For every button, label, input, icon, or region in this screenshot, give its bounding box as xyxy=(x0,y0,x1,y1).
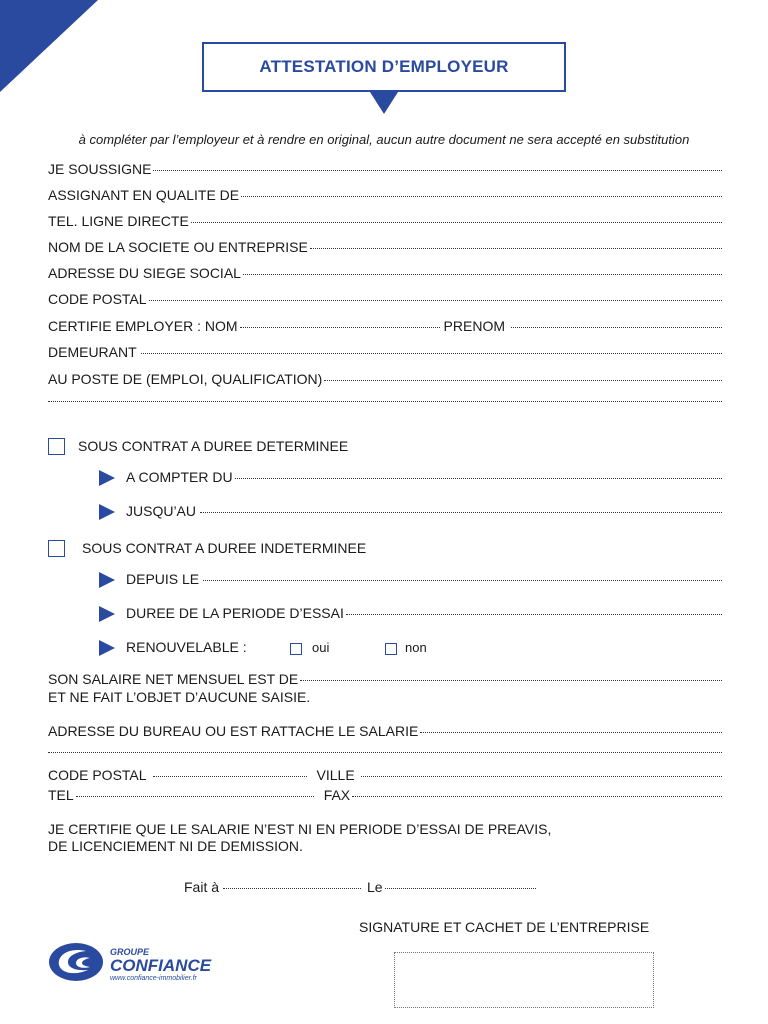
logo-groupe: GROUPE xyxy=(110,947,150,957)
field-adresse-continued[interactable] xyxy=(48,743,722,757)
field-label: TEL xyxy=(48,787,74,803)
field-label-fait-a: Fait à xyxy=(184,879,220,895)
field-adresse-bureau[interactable] xyxy=(48,723,722,739)
fill-line-prenom[interactable] xyxy=(511,327,722,328)
fill-line[interactable] xyxy=(310,248,722,249)
certification-line-1: JE CERTIFIE QUE LE SALARIE N’EST NI EN PERIODE D’ESSAI DE PREAVIS, xyxy=(48,821,552,837)
logo-url: www.confiance-immobilier.fr xyxy=(110,975,197,982)
arrow-right-icon xyxy=(99,504,115,520)
fill-line[interactable] xyxy=(48,752,722,753)
fill-line[interactable] xyxy=(200,512,722,513)
arrow-right-icon xyxy=(99,606,115,622)
non-checkbox[interactable] xyxy=(385,643,397,655)
field-label: ADRESSE DU BUREAU OU EST RATTACHE LE SALARIE xyxy=(48,723,419,739)
instructions: à compléter par l’employeur et à rendre en original, aucun autre document ne sera accepté en substitution xyxy=(78,132,690,147)
field-label: ADRESSE DU SIEGE SOCIAL xyxy=(48,265,241,281)
field-siege[interactable] xyxy=(48,265,722,281)
field-label: CERTIFIE EMPLOYER : NOM xyxy=(48,318,238,334)
field-demeurant[interactable] xyxy=(48,344,722,360)
field-label: JE SOUSSIGNE xyxy=(48,161,152,177)
field-a-compter[interactable] xyxy=(126,469,722,485)
oui-label: oui xyxy=(312,640,330,655)
logo-name: CONFIANCE xyxy=(110,956,212,975)
arrow-right-icon xyxy=(99,470,115,486)
cdd-checkbox[interactable] xyxy=(48,438,65,455)
field-label: JUSQU’AU xyxy=(126,503,197,519)
fill-line[interactable] xyxy=(243,274,722,275)
field-code-postal[interactable] xyxy=(48,291,722,307)
fill-line[interactable] xyxy=(241,196,722,197)
field-fait-a-le[interactable] xyxy=(184,879,536,895)
field-qualite[interactable] xyxy=(48,187,722,203)
oui-checkbox[interactable] xyxy=(290,643,302,655)
field-label: A COMPTER DU xyxy=(126,469,233,485)
field-code-postal-ville[interactable] xyxy=(48,767,722,783)
cdd-label: SOUS CONTRAT A DUREE DETERMINEE xyxy=(78,438,349,454)
arrow-right-icon xyxy=(99,640,115,656)
field-label: CODE POSTAL xyxy=(48,291,147,307)
field-label: ASSIGNANT EN QUALITE DE xyxy=(48,187,240,203)
field-label: DUREE DE LA PERIODE D’ESSAI xyxy=(126,605,344,621)
cdi-checkbox[interactable] xyxy=(48,540,65,557)
field-label-ville: VILLE xyxy=(316,767,355,783)
title-pointer-icon xyxy=(370,92,398,114)
fill-line[interactable] xyxy=(300,680,722,681)
logo-mark-icon xyxy=(49,943,103,981)
field-poste-continued[interactable] xyxy=(48,392,722,406)
corner-decoration xyxy=(0,0,98,92)
fill-line-fax[interactable] xyxy=(352,796,722,797)
field-label: TEL. LIGNE DIRECTE xyxy=(48,213,189,229)
field-soussigne[interactable] xyxy=(48,161,722,177)
page-title: ATTESTATION D’EMPLOYEUR xyxy=(259,57,509,76)
fill-line[interactable] xyxy=(149,300,722,301)
fill-line-date[interactable] xyxy=(385,888,536,889)
arrow-right-icon xyxy=(99,572,115,588)
field-jusqu-au[interactable] xyxy=(126,503,722,519)
field-periode-essai[interactable] xyxy=(126,605,722,621)
field-societe[interactable] xyxy=(48,239,722,255)
fill-line[interactable] xyxy=(420,732,722,733)
cdi-label: SOUS CONTRAT A DUREE INDETERMINEE xyxy=(82,540,367,556)
signature-label: SIGNATURE ET CACHET DE L’ENTREPRISE xyxy=(359,919,650,935)
fill-line[interactable] xyxy=(324,380,722,381)
field-label: DEPUIS LE xyxy=(126,571,200,587)
field-label-le: Le xyxy=(367,879,383,895)
fill-line[interactable] xyxy=(48,401,722,402)
fill-line[interactable] xyxy=(141,353,722,354)
fill-line-lieu[interactable] xyxy=(223,888,361,889)
fill-line[interactable] xyxy=(153,170,722,171)
certification-line-2: DE LICENCIEMENT NI DE DEMISSION. xyxy=(48,838,303,854)
field-label-fax: FAX xyxy=(323,787,351,803)
field-label: NOM DE LA SOCIETE OU ENTREPRISE xyxy=(48,239,308,255)
fill-line-nom[interactable] xyxy=(240,327,440,328)
signature-box[interactable] xyxy=(394,952,654,1008)
field-salaire[interactable] xyxy=(48,671,722,687)
field-label: DEMEURANT xyxy=(48,344,137,360)
fill-line[interactable] xyxy=(346,614,722,615)
fill-line[interactable] xyxy=(191,222,722,223)
field-tel-ligne[interactable] xyxy=(48,213,722,229)
salaire-note: ET NE FAIT L’OBJET D’AUCUNE SAISIE. xyxy=(48,689,311,705)
fill-line[interactable] xyxy=(203,580,722,581)
fill-line[interactable] xyxy=(235,478,722,479)
field-nom-prenom[interactable] xyxy=(48,318,722,334)
field-poste[interactable] xyxy=(48,371,722,387)
title-box xyxy=(202,42,566,92)
field-label: AU POSTE DE (EMPLOI, QUALIFICATION) xyxy=(48,371,323,387)
field-label: SON SALAIRE NET MENSUEL EST DE xyxy=(48,671,299,687)
field-label-prenom: PRENOM xyxy=(443,318,505,334)
confiance-logo xyxy=(48,938,228,988)
field-tel-fax[interactable] xyxy=(48,787,722,803)
fill-line-code-postal[interactable] xyxy=(153,776,307,777)
non-label: non xyxy=(405,640,427,655)
fill-line-tel[interactable] xyxy=(76,796,314,797)
field-depuis-le[interactable] xyxy=(126,571,722,587)
renouvelable-label: RENOUVELABLE : xyxy=(126,639,247,655)
field-label: CODE POSTAL xyxy=(48,767,147,783)
fill-line-ville[interactable] xyxy=(361,776,722,777)
